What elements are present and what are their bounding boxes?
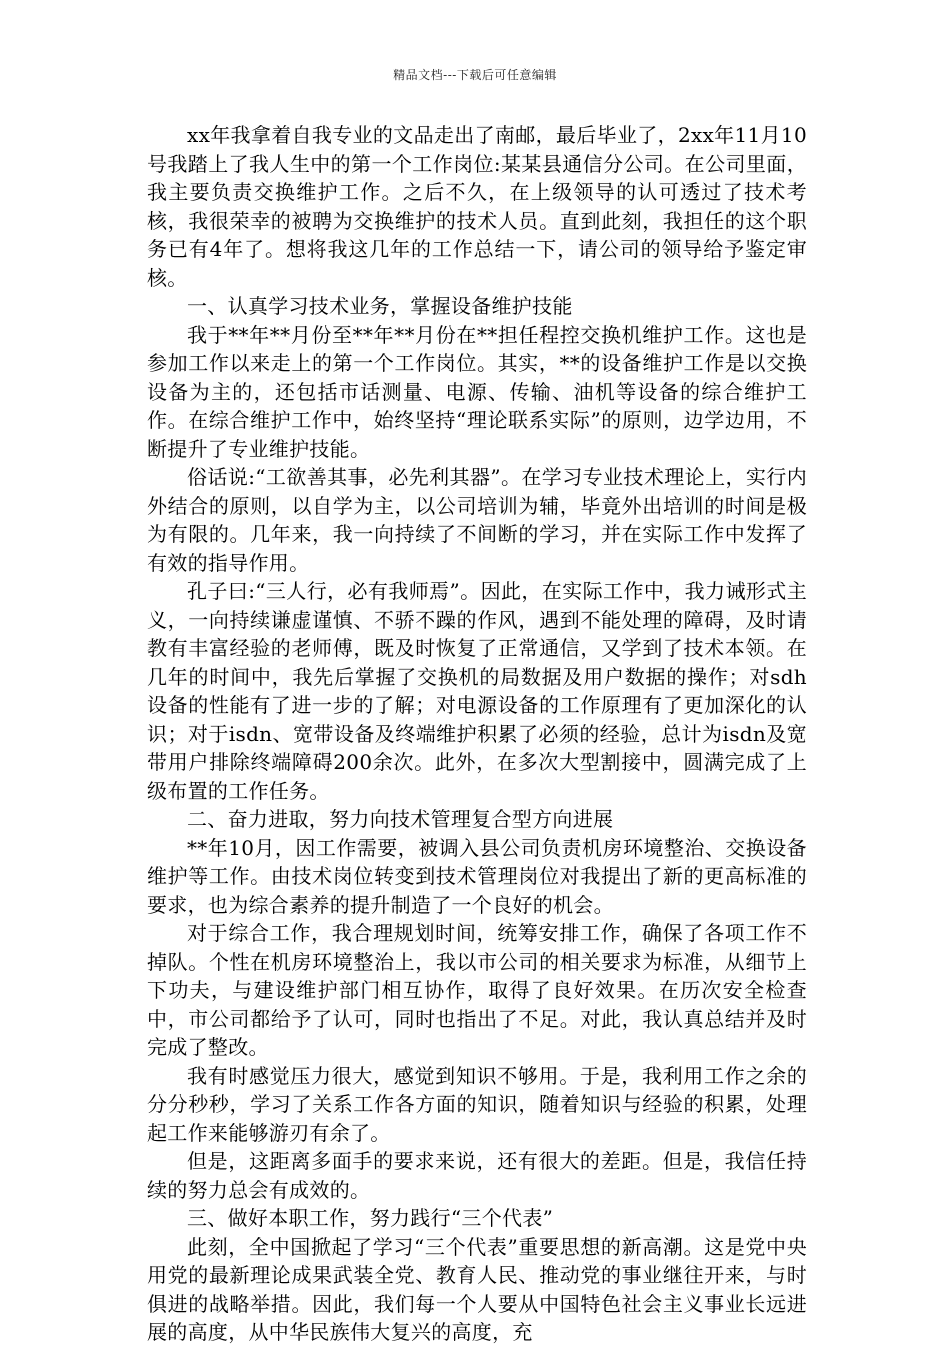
section-heading: 二、奋力进取，努力向技术管理复合型方向进展 [187,807,614,831]
document-body [147,121,807,1347]
paragraph: **年10月，因工作需要，被调入县公司负责机房环境整治、交换设备维护等工作。由技术岗位转变到技术管理岗位对我提出了新的更高标准的要求，也为综合素养的提升制造了一个良好的机会。 [147,835,807,917]
paragraph: 此刻，全中国掀起了学习“三个代表”重要思想的新高潮。这是党中央用党的最新理论成果武装全党、教育人民、推动党的事业继往开来，与时俱进的战略举措。因此，我们每一个人要从中国特色社会主义事业长远进展的高度，从中华民族伟大复兴的高度，充 [147,1234,807,1344]
paragraph: 我有时感觉压力很大，感觉到知识不够用。于是，我利用工作之余的分分秒秒，学习了关系工作各方面的知识，随着知识与经验的积累，处理起工作来能够游刃有余了。 [147,1063,807,1145]
paragraph: 孔子曰:“三人行，必有我师焉”。因此，在实际工作中，我力诫形式主义，一向持续谦虚谨慎、不骄不躁的作风，遇到不能处理的障碍，及时请教有丰富经验的老师傅，既及时恢复了正常通信，又学到了技术本领。在几年的时间中，我先后掌握了交换机的局数据及用户数据的操作；对sdh设备的性能有了进一步的了解；对电源设备的工作原理有了更加深化的认识；对于isdn、宽带设备及终端维护积累了必须的经验，总计为isdn及宽带用户排除终端障碍200余次。此外，在多次大型割接中，圆满完成了上级布置的工作任务。 [147,579,807,803]
paragraph: 但是，这距离多面手的要求来说，还有很大的差距。但是，我信任持续的努力总会有成效的。 [147,1149,807,1202]
paragraph: 俗话说:“工欲善其事，必先利其器”。在学习专业技术理论上，实行内外结合的原则，以自学为主，以公司培训为辅，毕竟外出培训的时间是极为有限的。几年来，我一向持续了不间断的学习，并在实际工作中发挥了有效的指导作用。 [147,465,807,575]
page-header: 精品文档---下载后可任意编辑 [393,68,557,82]
section-heading: 三、做好本职工作，努力践行“三个代表” [187,1206,554,1230]
paragraph: 我于**年**月份至**年**月份在**担任程控交换机维护工作。这也是参加工作以来走上的第一个工作岗位。其实，**的设备维护工作是以交换设备为主的，还包括市话测量、电源、传输、油机等设备的综合维护工作。在综合维护工作中，始终坚持“理论联系实际”的原则，边学边用，不断提升了专业维护技能。 [147,322,807,461]
paragraph: xx年我拿着自我专业的文品走出了南邮，最后毕业了，2xx年11月10号我踏上了我人生中的第一个工作岗位:某某县通信分公司。在公司里面，我主要负责交换维护工作。之后不久，在上级领导的认可透过了技术考核，我很荣幸的被聘为交换维护的技术人员。直到此刻，我担任的这个职务已有4年了。想将我这几年的工作总结一下，请公司的领导给予鉴定审核。 [147,123,807,290]
section-heading: 一、认真学习技术业务，掌握设备维护技能 [187,294,573,318]
paragraph: 对于综合工作，我合理规划时间，统筹安排工作，确保了各项工作不掉队。个性在机房环境整治上，我以市公司的相关要求为标准，从细节上下功夫，与建设维护部门相互协作，取得了良好效果。在历次安全检查中，市公司都给予了认可，同时也指出了不足。对此，我认真总结并及时完成了整改。 [147,921,807,1059]
